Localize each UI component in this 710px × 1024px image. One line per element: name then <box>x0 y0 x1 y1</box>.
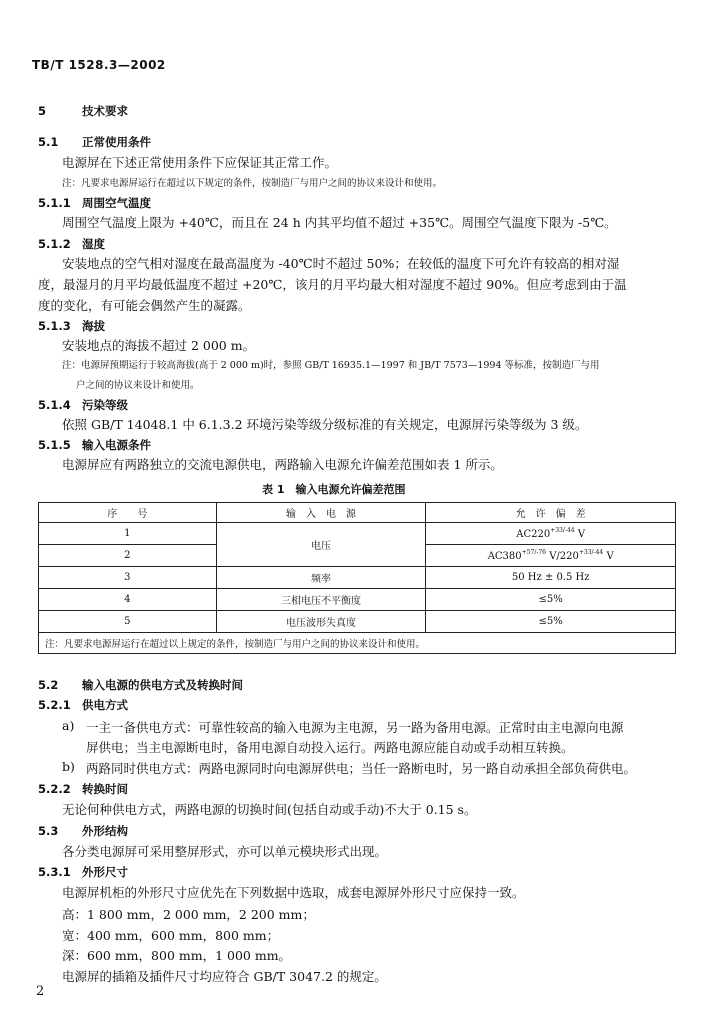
table-row <box>39 523 676 545</box>
heading-5-1-1: 5.1.1 周围空气温度 <box>38 196 151 210</box>
cell-item: 电压 <box>216 523 426 567</box>
heading-5-3: 5.3 外形结构 <box>38 824 128 838</box>
cell-seq: 1 <box>39 523 217 545</box>
header-seq: 序 号 <box>39 503 217 523</box>
heading-5-3-1: 5.3.1 外形尺寸 <box>38 865 128 879</box>
table-row <box>39 611 676 633</box>
heading-5-2-2: 5.2.2 转换时间 <box>38 782 128 796</box>
paragraph-5-1-2-line2: 度，最湿月的月平均最低温度不超过 +20℃，该月的月平均最大相对湿度不超过 90%。但应考虑到由于温 <box>38 277 627 292</box>
cell-seq: 4 <box>39 589 217 611</box>
item-b-label: b) <box>62 759 75 774</box>
table-header-row <box>39 503 676 523</box>
paragraph-5-1-4: 依照 GB/T 14048.1 中 6.1.3.2 环境污染等级分级标准的有关规定，电源屏污染等级为 3 级。 <box>62 417 588 432</box>
paragraph-5-1-2-line1: 安装地点的空气相对湿度在最高温度为 -40℃时不超过 50%；在较低的温度下可允许有较高的相对湿 <box>62 256 620 271</box>
heading-5-2: 5.2 输入电源的供电方式及转换时间 <box>38 678 243 692</box>
cell-seq: 2 <box>39 545 217 567</box>
tolerance-table <box>38 502 676 654</box>
header-tolerance: 允 许 偏 差 <box>426 503 676 523</box>
table-row <box>39 567 676 589</box>
cell-tolerance: $AC380^{+57/-76}$ $V/220^{+33/-44}$ V <box>426 545 676 567</box>
paragraph-5-1-2-line3: 度的变化，有可能会偶然产生的凝露。 <box>38 298 251 313</box>
heading-5-1-3: 5.1.3 海拔 <box>38 319 105 333</box>
cell-tolerance: ≤5% <box>426 589 676 611</box>
dimension-width: 宽：400 mm，600 mm，800 mm； <box>62 928 280 943</box>
cell-seq: 3 <box>39 567 217 589</box>
cell-item: 频率 <box>216 567 426 589</box>
heading-5-1-2: 5.1.2 湿度 <box>38 237 105 251</box>
standard-code: TB/T 1528.3—2002 <box>32 58 166 72</box>
dimension-height: 高：1 800 mm，2 000 mm，2 200 mm； <box>62 907 315 922</box>
table-caption: 表 1 输入电源允许偏差范围 <box>262 483 406 496</box>
table-note: 注：凡要求电源屏运行在超过以上规定的条件，按制造厂与用户之间的协议来设计和使用。 <box>39 633 676 654</box>
note-5-1-3-line2: 户之间的协议来设计和使用。 <box>76 380 200 391</box>
paragraph-5-1: 电源屏在下述正常使用条件下应保证其正常工作。 <box>62 155 338 170</box>
note-5-1-3-line1: 注：电源屏预期运行于较高海拔(高于 2 000 m)时，参照 GB/T 16935.1—1997 和 JB/T 7573—1994 等标准，按制造厂与用 <box>62 360 600 371</box>
paragraph-5-2-2: 无论何种供电方式，两路电源的切换时间(包括自动或手动)不大于 0.15 s。 <box>62 802 477 817</box>
item-a-label: a) <box>62 718 75 733</box>
table-note-row <box>39 633 676 654</box>
header-item: 输 入 电 源 <box>216 503 426 523</box>
item-a-line2: 屏供电；当主电源断电时，备用电源自动投入运行。两路电源应能自动或手动相互转换。 <box>86 740 574 755</box>
paragraph-5-3: 各分类电源屏可采用整屏形式，亦可以单元模块形式出现。 <box>62 844 388 859</box>
paragraph-5-3-1-last: 电源屏的插箱及插件尺寸均应符合 GB/T 3047.2 的规定。 <box>62 969 387 984</box>
heading-5: 5 技术要求 <box>38 104 128 118</box>
item-b-line1: 两路同时供电方式：两路电源同时向电源屏供电；当任一路断电时，另一路自动承担全部负荷供电。 <box>86 761 637 776</box>
note-5-1: 注：凡要求电源屏运行在超过以下规定的条件，按制造厂与用户之间的协议来设计和使用。 <box>62 178 443 189</box>
cell-tolerance: $AC220^{+33/-44}$ V <box>426 523 676 545</box>
cell-tolerance: 50 Hz ± 0.5 Hz <box>426 567 676 589</box>
heading-5-1-5: 5.1.5 输入电源条件 <box>38 438 151 452</box>
dimension-depth: 深：600 mm，800 mm，1 000 mm。 <box>62 948 292 963</box>
paragraph-5-1-1: 周围空气温度上限为 +40℃，而且在 24 h 内其平均值不超过 +35℃。周围空气温度下限为 -5℃。 <box>62 215 617 230</box>
paragraph-5-1-3: 安装地点的海拔不超过 2 000 m。 <box>62 338 256 353</box>
paragraph-5-1-5: 电源屏应有两路独立的交流电源供电，两路输入电源允许偏差范围如表 1 所示。 <box>62 457 503 472</box>
cell-tolerance: ≤5% <box>426 611 676 633</box>
table-row <box>39 589 676 611</box>
heading-5-2-1: 5.2.1 供电方式 <box>38 698 128 712</box>
heading-5-1: 5.1 正常使用条件 <box>38 135 151 149</box>
heading-5-1-4: 5.1.4 污染等级 <box>38 398 128 412</box>
paragraph-5-3-1: 电源屏机柜的外形尺寸应优先在下列数据中选取，成套电源屏外形尺寸应保持一致。 <box>62 885 525 900</box>
cell-item: 电压波形失真度 <box>216 611 426 633</box>
cell-item: 三相电压不平衡度 <box>216 589 426 611</box>
page-number: 2 <box>36 984 45 999</box>
item-a-line1: 一主一备供电方式：可靠性较高的输入电源为主电源，另一路为备用电源。正常时由主电源向电源 <box>86 720 624 735</box>
cell-seq: 5 <box>39 611 217 633</box>
